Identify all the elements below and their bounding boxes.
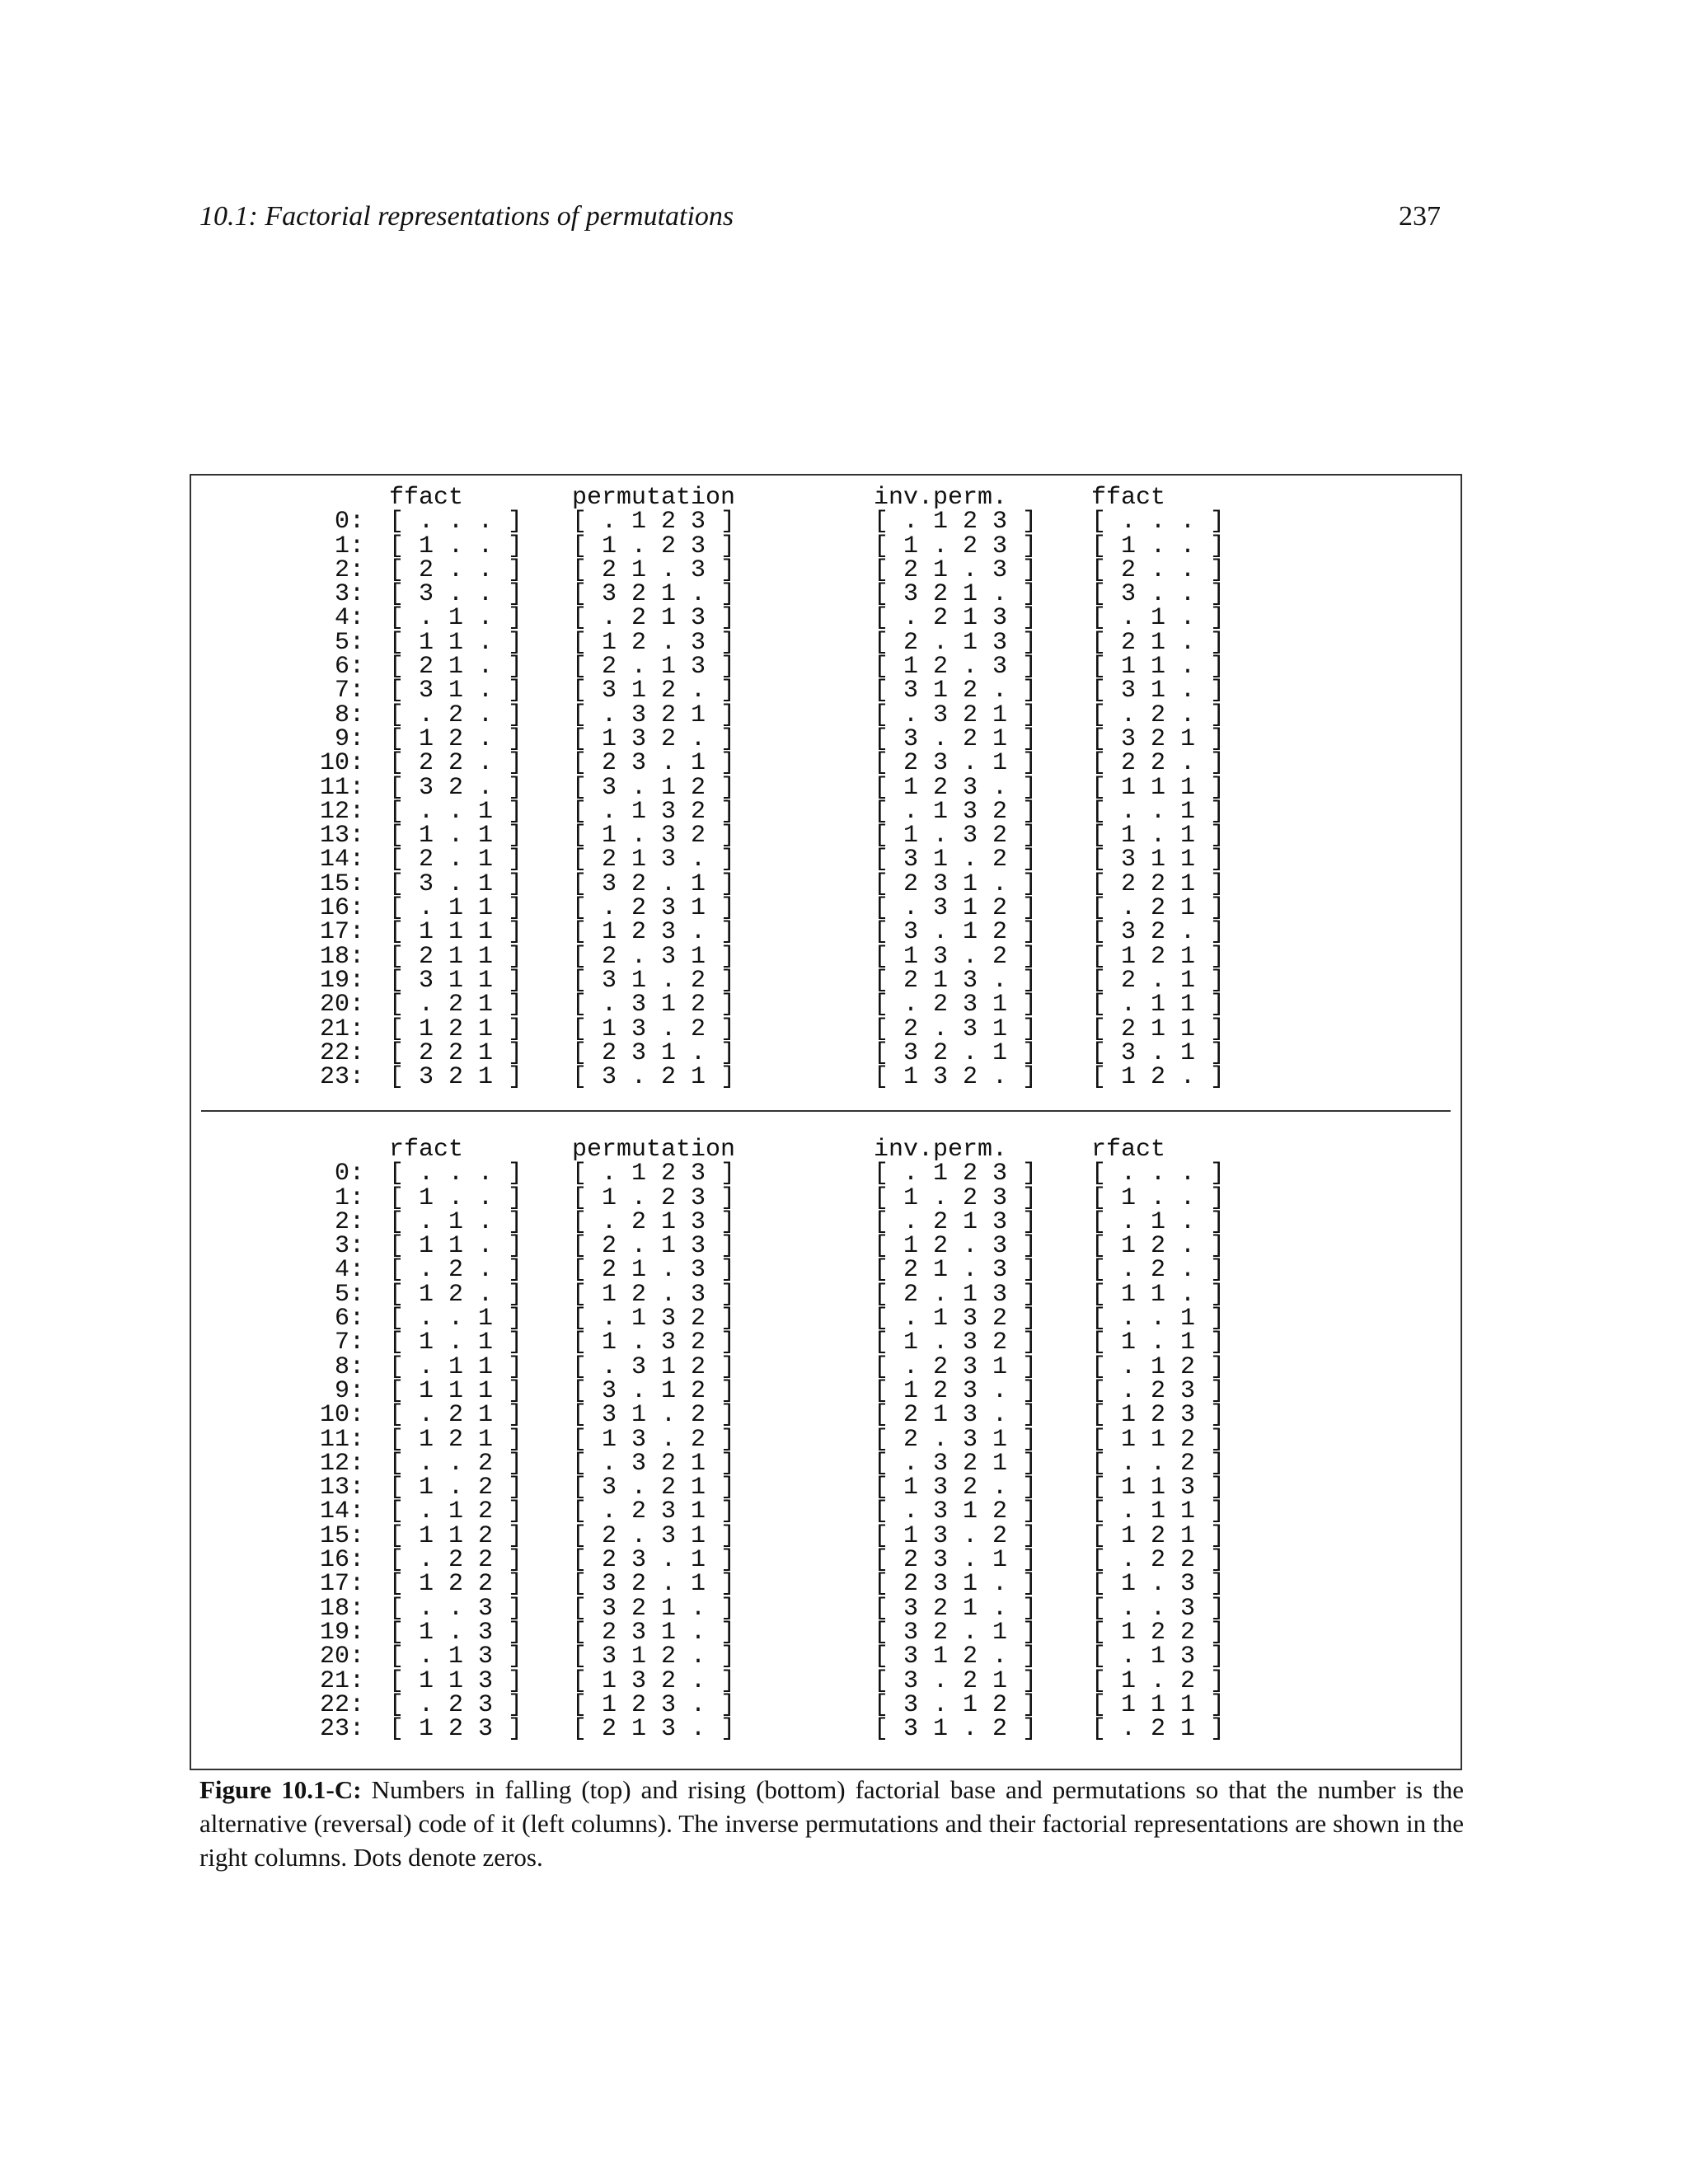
table-cell: 19: (319, 966, 364, 995)
table-cell: [ 1 . 3 2 ] (874, 822, 1038, 851)
table-cell: [ . 1 3 ] (389, 1643, 523, 1671)
table-cell: [ 1 . 2 3 ] (874, 1183, 1038, 1212)
table-cell: [ . 2 1 3 ] (572, 1207, 736, 1236)
column-header: ffact (1091, 484, 1166, 512)
table-cell: 9: (334, 724, 364, 753)
table-cell: 11: (319, 1425, 364, 1454)
caption-label: Figure 10.1-C: (199, 1775, 362, 1804)
table-cell: [ 2 3 . 1 ] (572, 1546, 736, 1575)
table-cell: [ . 2 2 ] (389, 1546, 523, 1575)
index-column (274, 1138, 364, 1744)
table-cell: [ 1 2 1 ] (1091, 1521, 1226, 1550)
table-cell: [ . 1 1 ] (389, 1352, 523, 1381)
table-cell: [ 2 . 3 1 ] (572, 942, 736, 971)
table-cell: [ 2 . 1 ] (1091, 966, 1226, 995)
table-cell: 12: (319, 797, 364, 826)
table-cell: 1: (334, 1183, 364, 1212)
table-cell: 7: (334, 677, 364, 705)
table-cell: [ 1 . 1 ] (1091, 822, 1226, 851)
table-cell: [ . 2 . ] (1091, 701, 1226, 729)
table-cell: [ 3 . 1 2 ] (874, 1690, 1038, 1719)
table-cell: [ . . . ] (389, 508, 523, 537)
table-cell: [ . 1 . ] (1091, 1207, 1226, 1236)
table-cell: 16: (319, 1546, 364, 1575)
table-cell: [ 3 . 1 ] (389, 869, 523, 898)
table-cell: [ . 3 2 1 ] (572, 701, 736, 729)
table-cell: [ 1 2 . 3 ] (572, 1280, 736, 1309)
table-cell: [ 3 1 . 2 ] (874, 846, 1038, 874)
table-cell: [ . . . ] (1091, 1160, 1226, 1188)
table-cell: [ . . 1 ] (389, 1305, 523, 1333)
table-cell: [ . 3 1 2 ] (874, 894, 1038, 923)
table-cell: [ 3 . 1 ] (1091, 1038, 1226, 1067)
table-cell: 14: (319, 846, 364, 874)
table-cell: [ 3 . 1 2 ] (874, 918, 1038, 947)
table-cell: 17: (319, 1570, 364, 1599)
table-cell: 6: (334, 1305, 364, 1333)
table-cell: [ 2 . 1 3 ] (874, 1280, 1038, 1309)
table-cell: [ . 2 3 1 ] (572, 1497, 736, 1526)
table-cell: [ . . 1 ] (389, 797, 523, 826)
table-cell: [ 1 . 2 3 ] (874, 532, 1038, 560)
table-cell: [ . 1 2 3 ] (572, 508, 736, 537)
table-cell: [ 2 1 . ] (389, 653, 523, 682)
table-cell: [ 1 1 . ] (1091, 653, 1226, 682)
table-cell: [ 1 . . ] (389, 1183, 523, 1212)
inverse-rfact-column (1091, 1136, 1226, 1744)
table-cell: [ 1 2 . ] (389, 724, 523, 753)
table-cell: [ 3 . . ] (389, 580, 523, 609)
table-cell: [ 2 . 3 1 ] (874, 1425, 1038, 1454)
figure-caption (199, 1773, 1464, 1874)
column-header: inv.perm. (874, 484, 1008, 512)
table-cell: [ 2 1 1 ] (1091, 1015, 1226, 1043)
table-cell: [ . 2 1 ] (1091, 1715, 1226, 1744)
table-cell: [ 3 1 2 . ] (572, 1643, 736, 1671)
table-cell: [ 1 . 3 ] (389, 1618, 523, 1647)
table-cell: [ . 1 2 3 ] (572, 1160, 736, 1188)
table-cell: [ 2 1 3 . ] (874, 1401, 1038, 1430)
table-cell: [ . 1 2 3 ] (874, 508, 1038, 537)
table-cell: [ 3 2 1 . ] (874, 1594, 1038, 1623)
table-cell: 1: (334, 532, 364, 560)
table-cell: [ . . 3 ] (1091, 1594, 1226, 1623)
table-cell: [ 1 3 2 . ] (874, 1063, 1038, 1092)
table-cell: [ 1 2 1 ] (389, 1425, 523, 1454)
table-cell: [ . . . ] (1091, 508, 1226, 537)
table-cell: [ 2 . . ] (1091, 555, 1226, 584)
table-cell: 2: (334, 555, 364, 584)
table-cell: [ . 3 1 2 ] (874, 1497, 1038, 1526)
table-cell: [ . 2 3 1 ] (572, 894, 736, 923)
table-cell: [ 2 3 1 . ] (874, 869, 1038, 898)
table-cell: 12: (319, 1449, 364, 1478)
table-cell: [ . 2 1 ] (389, 1401, 523, 1430)
table-cell: [ 2 3 1 . ] (572, 1618, 736, 1647)
table-cell: [ 1 2 . 3 ] (874, 1232, 1038, 1261)
table-cell: [ 1 2 3 . ] (572, 1690, 736, 1719)
table-cell: 21: (319, 1666, 364, 1695)
table-cell: [ 3 . 2 1 ] (874, 1666, 1038, 1695)
table-cell: [ 2 2 1 ] (1091, 869, 1226, 898)
table-cell: [ . 1 3 2 ] (874, 797, 1038, 826)
table-cell: [ 3 2 . ] (1091, 918, 1226, 947)
table-cell: 15: (319, 869, 364, 898)
table-cell: [ 3 1 1 ] (1091, 846, 1226, 874)
table-cell: [ 1 3 . 2 ] (874, 942, 1038, 971)
table-cell: [ . 1 . ] (1091, 604, 1226, 633)
table-cell: [ 2 . 1 3 ] (572, 653, 736, 682)
table-cell: [ 1 1 1 ] (389, 1376, 523, 1405)
table-cell: 14: (319, 1497, 364, 1526)
table-cell: 13: (319, 1474, 364, 1502)
table-cell: [ . 3 2 1 ] (874, 1449, 1038, 1478)
inverse-permutation-column (874, 1136, 1038, 1744)
table-cell: [ 3 2 1 ] (1091, 724, 1226, 753)
table-cell: [ . 3 2 1 ] (572, 1449, 736, 1478)
table-cell: [ . 1 1 ] (1091, 1497, 1226, 1526)
table-cell: [ 2 1 . ] (1091, 628, 1226, 657)
column-header: inv.perm. (874, 1136, 1008, 1164)
table-cell: [ 2 . 1 3 ] (874, 628, 1038, 657)
table-divider (201, 1110, 1451, 1112)
column-header: rfact (1091, 1136, 1166, 1164)
table-cell: 22: (319, 1690, 364, 1719)
table-cell: [ . 1 . ] (389, 1207, 523, 1236)
table-cell: [ 1 1 2 ] (1091, 1425, 1226, 1454)
table-cell: [ 2 1 . 3 ] (572, 555, 736, 584)
table-cell: 6: (334, 653, 364, 682)
table-cell: [ 2 . 3 1 ] (874, 1015, 1038, 1043)
table-cell: 11: (319, 773, 364, 802)
table-cell: 2: (334, 1207, 364, 1236)
table-cell: 13: (319, 822, 364, 851)
table-cell: [ 1 . 2 3 ] (572, 1183, 736, 1212)
table-cell: [ 1 1 1 ] (1091, 773, 1226, 802)
table-cell: [ 1 3 2 . ] (874, 1474, 1038, 1502)
table-cell: 3: (334, 580, 364, 609)
table-cell: [ . 1 1 ] (1091, 991, 1226, 1019)
table-cell: [ . 1 2 ] (1091, 1352, 1226, 1381)
table-cell: 9: (334, 1376, 364, 1405)
table-cell: 17: (319, 918, 364, 947)
table-cell: [ 1 . . ] (389, 532, 523, 560)
column-header: ffact (389, 484, 464, 512)
caption-text: Numbers in falling (top) and rising (bottom) factorial base and permutations so that the number is the alternative (reversal) code of it (left columns). The inverse permutations and their factorial representations are shown in the right columns. Dots denote zeros. (199, 1775, 1464, 1872)
table-cell: [ 3 . . ] (1091, 580, 1226, 609)
table-cell: 19: (319, 1618, 364, 1647)
table-cell: [ 3 2 . 1 ] (874, 1618, 1038, 1647)
table-cell: [ 1 1 3 ] (1091, 1474, 1226, 1502)
table-cell: [ 3 2 . ] (389, 773, 523, 802)
page-number: 237 (1399, 201, 1441, 232)
table-cell: [ . 2 1 3 ] (874, 604, 1038, 633)
table-cell: [ 1 1 1 ] (389, 918, 523, 947)
table-cell: [ . 3 1 2 ] (572, 991, 736, 1019)
table-cell: [ . 2 1 3 ] (572, 604, 736, 633)
table-cell: [ . 2 1 3 ] (874, 1207, 1038, 1236)
table-cell: [ . 1 3 2 ] (572, 797, 736, 826)
table-cell: [ 1 2 2 ] (1091, 1618, 1226, 1647)
table-cell: [ 3 1 2 . ] (874, 677, 1038, 705)
rfact-column (389, 1136, 523, 1744)
index-column (274, 486, 364, 1090)
table-cell: [ 1 1 . ] (389, 1232, 523, 1261)
table-cell: [ . 1 2 ] (389, 1497, 523, 1526)
table-cell: 10: (319, 1401, 364, 1430)
table-cell: [ 1 2 . ] (389, 1280, 523, 1309)
table-cell: [ 3 1 . 2 ] (572, 1401, 736, 1430)
table-cell: 5: (334, 1280, 364, 1309)
table-cell: 3: (334, 1232, 364, 1261)
table-cell: [ 1 . 2 3 ] (572, 532, 736, 560)
table-cell: [ 1 . 3 2 ] (572, 822, 736, 851)
table-cell: [ 2 3 . 1 ] (874, 1546, 1038, 1575)
table-cell: [ 1 1 3 ] (389, 1666, 523, 1695)
table-cell: [ 1 . . ] (1091, 1183, 1226, 1212)
table-cell: [ 1 3 2 . ] (572, 724, 736, 753)
table-cell: [ 1 2 3 ] (389, 1715, 523, 1744)
table-cell: [ 1 1 2 ] (389, 1521, 523, 1550)
table-cell: [ . 2 2 ] (1091, 1546, 1226, 1575)
table-cell: 16: (319, 894, 364, 923)
column-header (274, 1138, 364, 1162)
table-cell: [ 2 1 . 3 ] (572, 1256, 736, 1285)
table-cell: [ . 1 3 2 ] (572, 1305, 736, 1333)
table-cell: [ 1 3 . 2 ] (572, 1425, 736, 1454)
inverse-ffact-column (1091, 486, 1225, 1090)
table-cell: [ 3 . 2 1 ] (572, 1474, 736, 1502)
table-cell: 4: (334, 1256, 364, 1285)
table-cell: [ 1 2 . ] (1091, 1232, 1226, 1261)
table-cell: 4: (334, 604, 364, 633)
table-cell: [ 3 . 1 2 ] (572, 1376, 736, 1405)
figure-frame (190, 474, 1462, 1770)
table-cell: [ 1 1 1 ] (1091, 1690, 1226, 1719)
inverse-permutation-column (874, 486, 1037, 1090)
table-cell: [ 3 2 1 . ] (572, 1594, 736, 1623)
table-cell: [ 1 3 . 2 ] (874, 1521, 1038, 1550)
table-cell: 18: (319, 942, 364, 971)
table-cell: [ 2 2 1 ] (389, 1038, 523, 1067)
table-cell: [ 2 3 . 1 ] (572, 749, 736, 778)
table-cell: [ 1 2 3 . ] (874, 773, 1038, 802)
table-cell: [ 1 . 3 2 ] (572, 1329, 736, 1357)
table-cell: 23: (319, 1715, 364, 1744)
table-cell: [ 3 2 1 ] (389, 1063, 523, 1092)
table-cell: [ 2 1 3 . ] (572, 1715, 736, 1744)
table-cell: 8: (334, 1352, 364, 1381)
table-cell: 21: (319, 1015, 364, 1043)
table-cell: [ 3 1 1 ] (389, 966, 523, 995)
table-cell: [ 1 1 . ] (1091, 1280, 1226, 1309)
table-cell: [ 1 2 . 3 ] (874, 653, 1038, 682)
ffact-column (389, 486, 523, 1090)
table-cell: [ 1 2 3 ] (1091, 1401, 1226, 1430)
table-cell: [ . 2 1 ] (389, 991, 523, 1019)
table-cell: [ 1 1 . ] (389, 628, 523, 657)
table-cell: [ . 1 3 2 ] (874, 1305, 1038, 1333)
table-cell: [ 1 2 1 ] (389, 1015, 523, 1043)
table-cell: [ . 2 . ] (389, 1256, 523, 1285)
table-cell: [ 3 1 . ] (389, 677, 523, 705)
table-cell: [ 2 3 . 1 ] (874, 749, 1038, 778)
table-cell: [ 1 2 3 . ] (572, 918, 736, 947)
table-cell: [ 2 3 1 . ] (572, 1038, 736, 1067)
table-cell: [ . . 1 ] (1091, 797, 1226, 826)
table-cell: [ . 1 . ] (389, 604, 523, 633)
column-header: permutation (572, 484, 736, 512)
table-cell: 20: (319, 991, 364, 1019)
table-cell: [ 3 2 1 . ] (874, 580, 1038, 609)
table-cell: [ . 1 2 3 ] (874, 1160, 1038, 1188)
table-cell: [ 1 2 1 ] (1091, 942, 1226, 971)
table-cell: [ 2 2 . ] (1091, 749, 1226, 778)
table-cell: [ 1 2 2 ] (389, 1570, 523, 1599)
table-cell: [ 3 1 2 . ] (874, 1643, 1038, 1671)
table-cell: 0: (334, 1160, 364, 1188)
table-cell: [ 1 2 . 3 ] (572, 628, 736, 657)
table-cell: [ 2 1 . 3 ] (874, 1256, 1038, 1285)
table-cell: [ . 2 3 ] (1091, 1376, 1226, 1405)
column-header: rfact (389, 1136, 464, 1164)
table-cell: [ 3 . 2 1 ] (572, 1063, 736, 1092)
table-cell: [ . 3 1 2 ] (572, 1352, 736, 1381)
table-cell: [ 1 3 . 2 ] (572, 1015, 736, 1043)
table-cell: [ 3 1 . 2 ] (874, 1715, 1038, 1744)
table-cell: [ . 2 . ] (1091, 1256, 1226, 1285)
table-cell: [ 3 1 . ] (1091, 677, 1226, 705)
table-cell: 7: (334, 1329, 364, 1357)
table-cell: [ 1 2 3 . ] (874, 1376, 1038, 1405)
table-cell: [ . 2 . ] (389, 701, 523, 729)
table-cell: [ . . 2 ] (1091, 1449, 1226, 1478)
table-cell: [ 3 1 2 . ] (572, 677, 736, 705)
table-cell: [ 1 . 3 ] (1091, 1570, 1226, 1599)
permutation-column (572, 1136, 736, 1744)
table-cell: [ 2 . 1 3 ] (572, 1232, 736, 1261)
table-cell: [ 1 2 . ] (1091, 1063, 1226, 1092)
table-cell: [ . 3 2 1 ] (874, 701, 1038, 729)
table-cell: [ 3 2 . 1 ] (572, 869, 736, 898)
table-cell: 15: (319, 1521, 364, 1550)
table-cell: [ . . 3 ] (389, 1594, 523, 1623)
table-cell: [ 1 . . ] (1091, 532, 1226, 560)
table-cell: [ 3 . 2 1 ] (874, 724, 1038, 753)
table-cell: [ 3 . 1 2 ] (572, 773, 736, 802)
table-cell: [ . 2 3 1 ] (874, 991, 1038, 1019)
table-cell: [ 2 . 1 ] (389, 846, 523, 874)
table-cell: [ . 2 3 1 ] (874, 1352, 1038, 1381)
table-cell: [ . . 2 ] (389, 1449, 523, 1478)
table-cell: [ . 1 1 ] (389, 894, 523, 923)
column-header: permutation (572, 1136, 736, 1164)
table-cell: 23: (319, 1063, 364, 1092)
table-cell: 5: (334, 628, 364, 657)
table-cell: 0: (334, 508, 364, 537)
table-cell: [ . 2 3 ] (389, 1690, 523, 1719)
table-cell: [ . . 1 ] (1091, 1305, 1226, 1333)
table-cell: [ 2 1 3 . ] (572, 846, 736, 874)
table-cell: [ 2 1 1 ] (389, 942, 523, 971)
table-cell: 22: (319, 1038, 364, 1067)
table-cell: [ 1 . 3 2 ] (874, 1329, 1038, 1357)
table-cell: [ . . . ] (389, 1160, 523, 1188)
table-cell: [ 3 1 . 2 ] (572, 966, 736, 995)
table-cell: [ 2 1 . 3 ] (874, 555, 1038, 584)
table-cell: [ 1 . 2 ] (1091, 1666, 1226, 1695)
running-title: 10.1: Factorial representations of permutations (199, 201, 734, 232)
table-cell: [ 3 2 . 1 ] (572, 1570, 736, 1599)
table-cell: [ 3 2 1 . ] (572, 580, 736, 609)
table-cell: [ 2 3 1 . ] (874, 1570, 1038, 1599)
table-cell: 10: (319, 749, 364, 778)
table-cell: [ 1 . 1 ] (1091, 1329, 1226, 1357)
table-cell: [ 2 1 3 . ] (874, 966, 1038, 995)
table-cell: 8: (334, 701, 364, 729)
table-cell: 20: (319, 1643, 364, 1671)
table-cell: [ 3 2 . 1 ] (874, 1038, 1038, 1067)
table-cell: 18: (319, 1594, 364, 1623)
table-cell: [ . 2 1 ] (1091, 894, 1226, 923)
table-cell: [ 2 2 . ] (389, 749, 523, 778)
table-cell: [ 2 . 3 1 ] (572, 1521, 736, 1550)
table-cell: [ 1 . 1 ] (389, 822, 523, 851)
column-header (274, 486, 364, 510)
table-cell: [ 1 . 1 ] (389, 1329, 523, 1357)
table-cell: [ 2 . . ] (389, 555, 523, 584)
table-cell: [ 1 3 2 . ] (572, 1666, 736, 1695)
table-cell: [ 1 . 2 ] (389, 1474, 523, 1502)
permutation-column (572, 486, 735, 1090)
table-cell: [ . 1 3 ] (1091, 1643, 1226, 1671)
